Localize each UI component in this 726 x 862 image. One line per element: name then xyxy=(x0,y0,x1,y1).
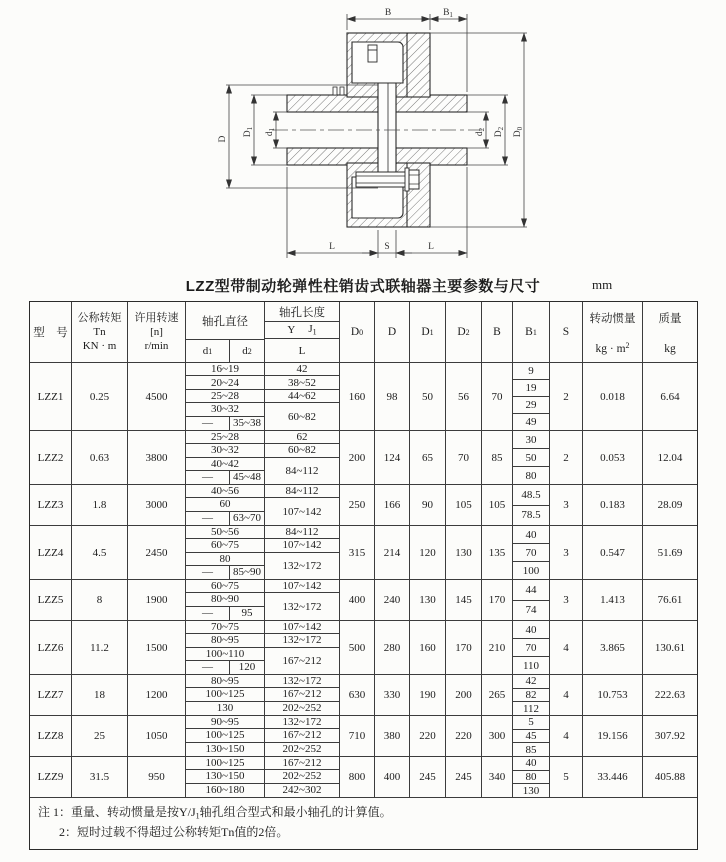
LZZ6-bore-d xyxy=(186,661,265,674)
LZZ3-bore-l: 84~112 xyxy=(265,485,339,498)
LZZ1-bore-d2: 35~38 xyxy=(233,417,261,430)
LZZ3-D1: 90 xyxy=(410,485,446,525)
header-D0-base: D xyxy=(350,326,360,338)
header-D1-base: D xyxy=(421,326,430,338)
LZZ7-bore-d: 130 xyxy=(186,702,265,715)
LZZ2-D2: 70 xyxy=(446,431,482,484)
LZZ7-torque: 18 xyxy=(72,675,128,715)
LZZ2-bore-d: 25~28 xyxy=(186,431,265,444)
LZZ6-model: LZZ6 xyxy=(30,621,72,674)
header-D0 xyxy=(340,302,375,362)
LZZ5-D: 240 xyxy=(375,580,410,620)
LZZ1-B1: 19 xyxy=(513,380,549,397)
LZZ2-bore-l: 62 xyxy=(265,431,339,444)
LZZ7-D1: 190 xyxy=(410,675,446,715)
LZZ4-B: 135 xyxy=(482,526,513,579)
LZZ2-B: 85 xyxy=(482,431,513,484)
LZZ7-bore-l: 167~212 xyxy=(265,688,339,701)
dim-label-D1: $D_1$ xyxy=(243,126,254,138)
header-torque-line-1: 公称转矩 xyxy=(77,312,122,324)
LZZ6-D2: 170 xyxy=(446,621,482,674)
header-model: 型 号 xyxy=(30,302,72,362)
LZZ9-bore-grid xyxy=(186,757,340,797)
LZZ8-D1: 220 xyxy=(410,716,446,756)
LZZ7-B1: 82 xyxy=(513,689,549,703)
header-inertia-label: 转动惯量 xyxy=(589,313,636,325)
LZZ3-bore-d: 60 xyxy=(186,498,265,511)
header-B1 xyxy=(513,302,550,362)
LZZ3-bore-d2: 63~70 xyxy=(233,512,261,525)
LZZ1-bore-dash: — xyxy=(186,417,230,430)
LZZ7-B: 265 xyxy=(482,675,513,715)
LZZ5-B1-group xyxy=(513,580,550,620)
LZZ8-D0: 710 xyxy=(340,716,375,756)
LZZ8-torque: 25 xyxy=(72,716,128,756)
table-notes xyxy=(30,798,697,849)
header-D2-base: D xyxy=(457,326,466,338)
LZZ5-D0: 400 xyxy=(340,580,375,620)
LZZ1-bore-grid xyxy=(186,363,340,430)
LZZ6-bore-dash: — xyxy=(186,661,230,674)
LZZ5-speed: 1900 xyxy=(128,580,186,620)
LZZ2-bore-dash: — xyxy=(186,471,230,484)
LZZ8-mass: 307.92 xyxy=(654,730,686,742)
LZZ3-bore-d: 40~56 xyxy=(186,485,265,498)
LZZ1-D: 98 xyxy=(375,363,410,430)
LZZ8-bore-d: 100~125 xyxy=(186,729,265,742)
header-d2-base: d xyxy=(242,345,248,357)
LZZ3-torque: 1.8 xyxy=(72,485,128,525)
row-LZZ4 xyxy=(30,526,697,580)
header-S-base: S xyxy=(562,326,570,338)
LZZ4-bore-d: 60~75 xyxy=(186,539,265,552)
LZZ1-inertia: 0.018 xyxy=(583,363,643,430)
LZZ2-model: LZZ2 xyxy=(30,431,72,484)
header-B xyxy=(482,302,513,362)
unit-label: mm xyxy=(592,277,613,292)
LZZ1-torque: 0.25 xyxy=(72,363,128,430)
LZZ4-bore-grid xyxy=(186,526,340,579)
LZZ2-inertia: 0.053 xyxy=(583,431,643,484)
LZZ2-B1-group xyxy=(513,431,550,484)
LZZ1-S: 2 xyxy=(550,363,583,430)
LZZ1-D2: 56 xyxy=(446,363,482,430)
LZZ3-D2: 105 xyxy=(446,485,482,525)
LZZ5-S: 3 xyxy=(550,580,583,620)
LZZ1-bore-d: 16~19 xyxy=(186,363,265,376)
LZZ8-model: LZZ8 xyxy=(30,716,72,756)
LZZ4-D1: 120 xyxy=(410,526,446,579)
LZZ5-bore-d2: 95 xyxy=(241,607,253,620)
LZZ2-S: 2 xyxy=(550,431,583,484)
LZZ7-D2: 200 xyxy=(446,675,482,715)
LZZ3-model: LZZ3 xyxy=(30,485,72,525)
LZZ5-B: 170 xyxy=(482,580,513,620)
header-torque-line-3: KN · m xyxy=(82,340,117,352)
LZZ6-bore-l: 167~212 xyxy=(282,654,322,667)
LZZ9-D1: 245 xyxy=(410,757,446,797)
header-D1 xyxy=(410,302,446,362)
LZZ5-inertia: 1.413 xyxy=(583,580,643,620)
LZZ8-bore-l: 167~212 xyxy=(265,729,339,742)
coupling-section-drawing xyxy=(0,0,726,272)
dim-label-D0: $D_0$ xyxy=(513,126,524,138)
LZZ4-bore-l: 107~142 xyxy=(265,539,339,552)
dim-label-d2: $d_2$ xyxy=(475,127,486,137)
LZZ1-B1: 9 xyxy=(513,363,549,380)
header-yj xyxy=(265,322,339,339)
header-torque-line-2: Tn xyxy=(93,326,106,338)
LZZ8-bore-l: 132~172 xyxy=(265,716,339,729)
LZZ7-bore-l: 202~252 xyxy=(282,702,322,715)
LZZ1-D1: 50 xyxy=(410,363,446,430)
LZZ6-S: 4 xyxy=(550,621,583,674)
row-LZZ6 xyxy=(30,621,697,675)
LZZ9-inertia: 33.446 xyxy=(583,757,643,797)
LZZ6-torque: 11.2 xyxy=(72,621,128,674)
LZZ4-bore-d xyxy=(186,566,265,579)
LZZ8-bore-l: 202~252 xyxy=(282,743,322,756)
LZZ9-D0: 800 xyxy=(340,757,375,797)
LZZ2-bore-d2: 45~48 xyxy=(233,471,261,484)
LZZ3-B1-group xyxy=(513,485,550,525)
header-mass-label: 质量 xyxy=(658,313,682,325)
LZZ8-B1: 85 xyxy=(525,743,537,756)
LZZ9-bore-l: 202~252 xyxy=(265,770,339,783)
LZZ9-torque: 31.5 xyxy=(72,757,128,797)
LZZ2-D1: 65 xyxy=(410,431,446,484)
LZZ5-bore-l: 107~142 xyxy=(265,580,339,593)
LZZ7-bore-l: 132~172 xyxy=(265,675,339,688)
header-mass xyxy=(643,302,697,362)
LZZ7-B1-group xyxy=(513,675,550,715)
LZZ6-B1: 40 xyxy=(513,621,549,639)
LZZ5-bore-l: 132~172 xyxy=(282,600,322,613)
LZZ1-bore-d: 25~28 xyxy=(186,390,265,403)
LZZ3-mass: 28.09 xyxy=(657,499,683,511)
header-speed-line-1: 许用转速 xyxy=(134,312,179,324)
LZZ9-model: LZZ9 xyxy=(30,757,72,797)
LZZ1-bore-l: 38~52 xyxy=(265,376,339,389)
LZZ6-bore-grid xyxy=(186,621,340,674)
LZZ4-bore-d: 50~56 xyxy=(186,526,265,539)
header-torque xyxy=(72,302,128,362)
LZZ5-torque: 8 xyxy=(72,580,128,620)
LZZ9-S: 5 xyxy=(550,757,583,797)
header-inertia-unit: kg · $m^2$ xyxy=(595,341,630,355)
LZZ5-B1: 74 xyxy=(525,604,537,617)
LZZ5-bore-d xyxy=(186,607,265,620)
header-D2-sub: 2 xyxy=(465,327,470,337)
header-d2 xyxy=(230,340,264,362)
LZZ2-B1: 30 xyxy=(513,431,549,449)
header-d1-sub: 1 xyxy=(208,346,213,356)
header-speed-line-3: r/min xyxy=(144,340,169,352)
LZZ3-S: 3 xyxy=(550,485,583,525)
header-inertia xyxy=(583,302,643,362)
LZZ5-bore-d: 80~90 xyxy=(186,593,265,606)
LZZ3-bore-l: 107~142 xyxy=(282,505,322,518)
LZZ6-D1: 160 xyxy=(410,621,446,674)
header-B1-sub: 1 xyxy=(532,327,537,337)
header-bore-dia: 轴孔直径 xyxy=(186,302,264,340)
header-S xyxy=(550,302,583,362)
row-LZZ1 xyxy=(30,363,697,431)
LZZ6-bore-d2: 120 xyxy=(238,661,256,674)
LZZ6-B1: 70 xyxy=(513,639,549,657)
LZZ8-B1-group xyxy=(513,716,550,756)
LZZ9-bore-d: 100~125 xyxy=(186,757,265,770)
LZZ2-mass: 12.04 xyxy=(657,451,683,464)
LZZ6-mass: 130.61 xyxy=(654,641,686,654)
header-B-base: B xyxy=(493,326,501,338)
row-LZZ8 xyxy=(30,716,697,757)
LZZ3-bore-d xyxy=(186,512,265,525)
row-LZZ7 xyxy=(30,675,697,716)
note-2: 2：短时过载不得超过公称转矩Tn值的2倍。 xyxy=(59,824,289,839)
LZZ7-B1: 112 xyxy=(522,702,540,715)
header-speed xyxy=(128,302,186,362)
LZZ9-D: 400 xyxy=(375,757,410,797)
LZZ2-bore-grid xyxy=(186,431,340,484)
LZZ1-B1-group xyxy=(513,363,550,430)
row-LZZ3 xyxy=(30,485,697,526)
LZZ9-D2: 245 xyxy=(446,757,482,797)
LZZ9-B1: 40 xyxy=(513,757,549,771)
LZZ7-D: 330 xyxy=(375,675,410,715)
LZZ4-bore-l: 132~172 xyxy=(282,559,322,572)
LZZ3-B1: 78.5 xyxy=(521,509,541,522)
header-D1-sub: 1 xyxy=(429,327,434,337)
LZZ9-bore-d: 130~150 xyxy=(186,770,265,783)
LZZ9-B1: 80 xyxy=(513,771,549,785)
header-mass-unit: kg xyxy=(664,343,676,355)
dim-label-S: S xyxy=(384,242,390,252)
LZZ7-bore-grid xyxy=(186,675,340,715)
LZZ8-inertia: 19.156 xyxy=(583,716,643,756)
LZZ1-bore-l: 44~62 xyxy=(265,390,339,403)
dim-label-d1: $d_1$ xyxy=(265,127,276,137)
LZZ2-bore-l: 60~82 xyxy=(265,444,339,457)
LZZ8-S: 4 xyxy=(550,716,583,756)
LZZ3-speed: 3000 xyxy=(128,485,186,525)
LZZ8-bore-d: 130~150 xyxy=(186,743,265,756)
LZZ1-bore-l: 60~82 xyxy=(288,410,316,423)
LZZ4-D: 214 xyxy=(375,526,410,579)
LZZ6-bore-d: 100~110 xyxy=(186,648,265,661)
LZZ3-bore-grid xyxy=(186,485,340,525)
dim-label-B: B xyxy=(384,8,392,18)
LZZ1-bore-d xyxy=(186,417,265,430)
LZZ7-bore-d: 100~125 xyxy=(186,688,265,701)
row-LZZ9 xyxy=(30,757,697,798)
LZZ3-D0: 250 xyxy=(340,485,375,525)
LZZ3-B: 105 xyxy=(482,485,513,525)
LZZ4-torque: 4.5 xyxy=(72,526,128,579)
header-j1 xyxy=(308,323,316,337)
LZZ4-inertia: 0.547 xyxy=(583,526,643,579)
LZZ6-bore-l: 132~172 xyxy=(265,634,339,647)
LZZ5-bore-dash: — xyxy=(186,607,230,620)
LZZ3-D: 166 xyxy=(375,485,410,525)
LZZ5-model: LZZ5 xyxy=(30,580,72,620)
LZZ7-mass: 222.63 xyxy=(654,689,686,701)
header-bore-dia-col xyxy=(186,302,265,362)
LZZ7-inertia: 10.753 xyxy=(583,675,643,715)
LZZ8-B1: 45 xyxy=(513,730,549,744)
LZZ6-B1: 110 xyxy=(522,659,540,672)
header-y: Y xyxy=(287,324,296,336)
LZZ8-D: 380 xyxy=(375,716,410,756)
LZZ7-model: LZZ7 xyxy=(30,675,72,715)
header-bore-len: 轴孔长度 xyxy=(265,302,339,322)
LZZ3-inertia: 0.183 xyxy=(583,485,643,525)
LZZ6-B1-group xyxy=(513,621,550,674)
header-D2 xyxy=(446,302,482,362)
header-bore-group xyxy=(186,302,340,362)
LZZ1-bore-l: 42 xyxy=(265,363,339,376)
LZZ2-bore-d: 40~42 xyxy=(186,458,265,471)
LZZ4-D2: 130 xyxy=(446,526,482,579)
LZZ3-bore-dash: — xyxy=(186,512,230,525)
LZZ1-D0: 160 xyxy=(340,363,375,430)
LZZ9-B1: 130 xyxy=(522,784,540,797)
LZZ4-bore-dash: — xyxy=(186,566,230,579)
note-1-text: 注 1：重量、转动惯量是按Y/J xyxy=(38,805,196,819)
LZZ6-speed: 1500 xyxy=(128,621,186,674)
LZZ2-bore-d: 30~32 xyxy=(186,444,265,457)
header-d1 xyxy=(186,340,230,362)
LZZ9-mass: 405.88 xyxy=(654,771,686,783)
LZZ5-mass: 76.61 xyxy=(657,594,683,606)
LZZ8-B1: 5 xyxy=(513,716,549,730)
dim-label-L-left: L xyxy=(329,242,335,252)
LZZ5-bore-grid xyxy=(186,580,340,620)
LZZ4-S: 3 xyxy=(550,526,583,579)
LZZ9-speed: 950 xyxy=(128,757,186,797)
LZZ1-model: LZZ1 xyxy=(30,363,72,430)
LZZ2-B1: 80 xyxy=(525,469,537,482)
LZZ6-bore-d: 70~75 xyxy=(186,621,265,634)
LZZ7-B1: 42 xyxy=(513,675,549,689)
header-d2-sub: 2 xyxy=(247,346,252,356)
LZZ6-D: 280 xyxy=(375,621,410,674)
parameters-table xyxy=(29,301,698,850)
LZZ3-B1: 48.5 xyxy=(513,485,549,506)
LZZ4-B1: 70 xyxy=(513,544,549,562)
title-row xyxy=(0,275,726,297)
LZZ2-D: 124 xyxy=(375,431,410,484)
LZZ9-B: 340 xyxy=(482,757,513,797)
header-D0-sub: 0 xyxy=(359,327,364,337)
header-d1-base: d xyxy=(202,345,209,357)
LZZ9-bore-d: 160~180 xyxy=(186,784,265,797)
LZZ8-bore-d: 90~95 xyxy=(186,716,265,729)
LZZ1-B1: 29 xyxy=(513,397,549,414)
LZZ6-D0: 500 xyxy=(340,621,375,674)
LZZ9-bore-l: 242~302 xyxy=(282,784,322,797)
LZZ8-speed: 1050 xyxy=(128,716,186,756)
header-j1-base: J xyxy=(308,323,313,336)
LZZ4-B1: 100 xyxy=(522,564,540,577)
note-1 xyxy=(38,803,689,823)
dim-label-B1: $B_1$ xyxy=(443,8,453,19)
header-D xyxy=(375,302,410,362)
header-inertia-unit-sup: 2 xyxy=(625,341,630,350)
LZZ5-bore-d: 60~75 xyxy=(186,580,265,593)
row-LZZ5 xyxy=(30,580,697,621)
LZZ8-D2: 220 xyxy=(446,716,482,756)
header-speed-line-2: [n] xyxy=(150,326,163,338)
note-1-subscript: 1 xyxy=(195,811,200,821)
LZZ7-speed: 1200 xyxy=(128,675,186,715)
header-bore-len-col xyxy=(265,302,340,362)
LZZ6-inertia: 3.865 xyxy=(583,621,643,674)
LZZ7-D0: 630 xyxy=(340,675,375,715)
LZZ4-B1: 40 xyxy=(513,526,549,544)
LZZ9-B1-group xyxy=(513,757,550,797)
dim-label-D: D xyxy=(218,135,228,143)
LZZ1-bore-d: 30~32 xyxy=(186,403,265,416)
LZZ6-bore-l: 107~142 xyxy=(265,621,339,634)
LZZ2-speed: 3800 xyxy=(128,431,186,484)
LZZ5-B1: 44 xyxy=(513,580,549,601)
dim-label-D2: $D_2$ xyxy=(494,126,505,138)
header-bore-dia-sub xyxy=(186,340,264,362)
LZZ7-S: 4 xyxy=(550,675,583,715)
LZZ1-mass: 6.64 xyxy=(660,390,680,403)
dim-label-L-right: L xyxy=(428,242,434,252)
LZZ4-model: LZZ4 xyxy=(30,526,72,579)
LZZ2-torque: 0.63 xyxy=(72,431,128,484)
row-LZZ2 xyxy=(30,431,697,485)
LZZ1-bore-d: 20~24 xyxy=(186,376,265,389)
header-L: L xyxy=(298,344,306,357)
coupling-parts xyxy=(272,33,482,227)
LZZ5-D2: 145 xyxy=(446,580,482,620)
LZZ4-speed: 2450 xyxy=(128,526,186,579)
LZZ4-B1-group xyxy=(513,526,550,579)
note-1-text-cont: 轴孔组合型式和最小轴孔的计算值。 xyxy=(199,805,392,819)
LZZ9-bore-l: 167~212 xyxy=(265,757,339,770)
LZZ4-bore-d2: 85~90 xyxy=(233,566,261,579)
LZZ2-D0: 200 xyxy=(340,431,375,484)
header-B1-base: B xyxy=(525,326,533,338)
LZZ4-D0: 315 xyxy=(340,526,375,579)
LZZ8-B: 300 xyxy=(482,716,513,756)
page-title: LZZ型带制动轮弹性柱销齿式联轴器主要参数与尺寸 xyxy=(185,278,541,295)
LZZ2-bore-d xyxy=(186,471,265,484)
LZZ2-bore-l: 84~112 xyxy=(285,464,319,477)
LZZ2-B1: 50 xyxy=(513,449,549,467)
table-header xyxy=(30,302,697,363)
LZZ8-bore-grid xyxy=(186,716,340,756)
header-D-base: D xyxy=(387,326,397,338)
LZZ1-speed: 4500 xyxy=(128,363,186,430)
LZZ4-mass: 51.69 xyxy=(657,546,683,559)
LZZ7-bore-d: 80~95 xyxy=(186,675,265,688)
LZZ4-bore-l: 84~112 xyxy=(265,526,339,539)
LZZ4-bore-d: 80 xyxy=(186,553,265,566)
LZZ1-B1: 49 xyxy=(525,416,537,428)
LZZ6-B: 210 xyxy=(482,621,513,674)
LZZ6-bore-d: 80~95 xyxy=(186,634,265,647)
header-j1-sub: 1 xyxy=(312,327,317,337)
LZZ5-D1: 130 xyxy=(410,580,446,620)
LZZ1-B: 70 xyxy=(482,363,513,430)
